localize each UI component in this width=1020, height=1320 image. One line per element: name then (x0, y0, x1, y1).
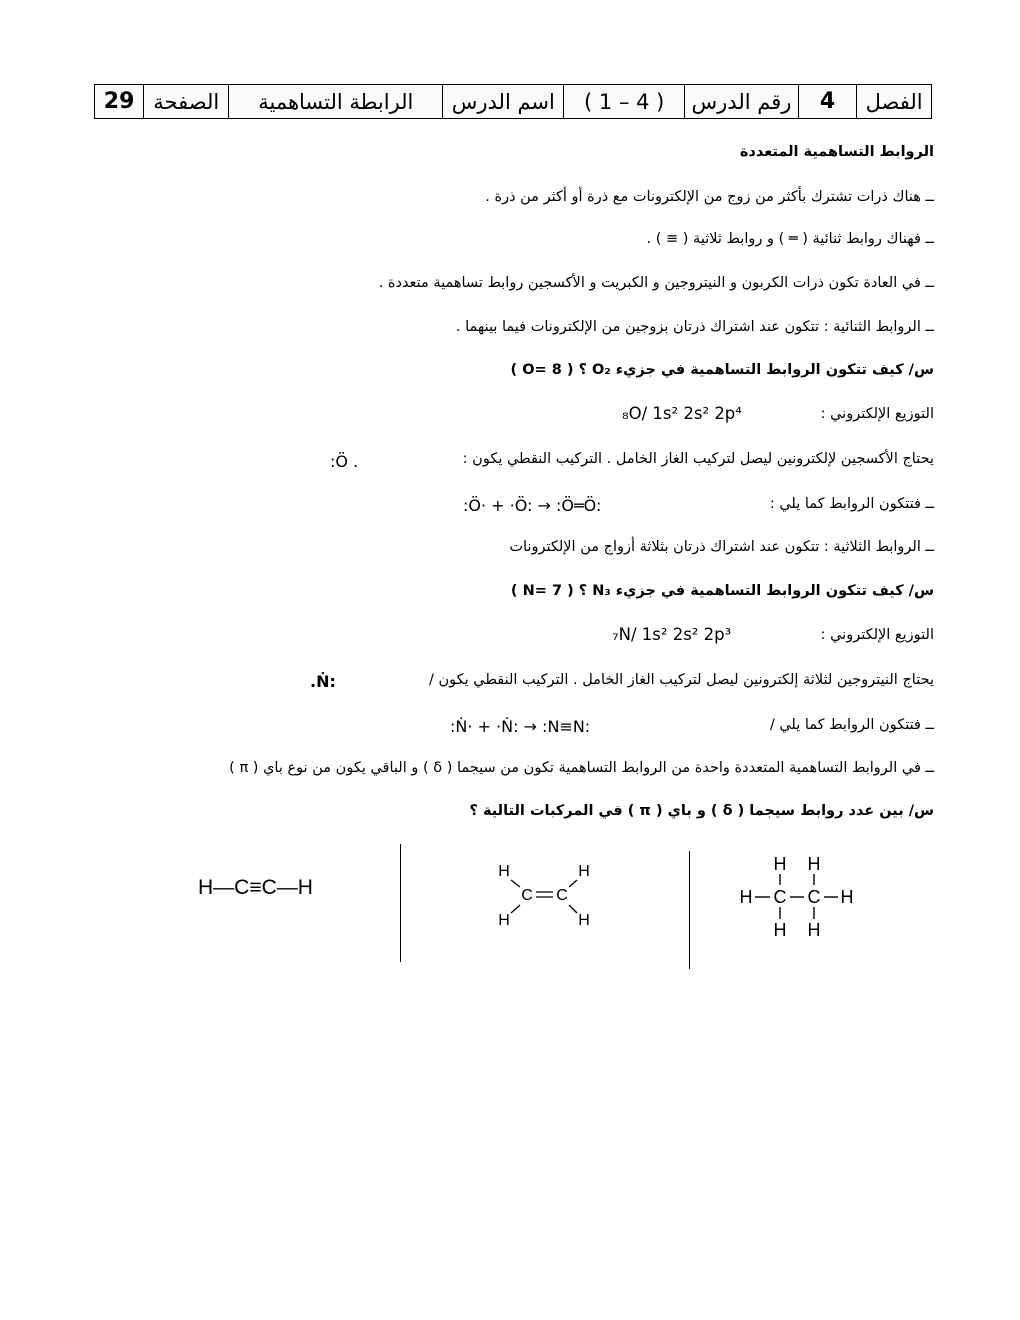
config-label-oxygen: التوزيع الإلكتروني : (820, 406, 934, 422)
ethene-h-bottom-right: H (578, 912, 590, 929)
ethane-h-top-1: H (773, 854, 787, 874)
chapter-number: 4 (798, 85, 856, 119)
ethene-structure (490, 852, 600, 932)
ethane-h-right: H (840, 887, 854, 907)
paragraph-2: ــ فهناك روابط ثنائية ( ═ ) و روابط ثلاثية ( ≡ ) . (646, 231, 934, 247)
ethene-h-bottom-left: H (498, 912, 510, 929)
question-sigma-pi: س/ بين عدد روابط سيجما ( δ ) و باي ( π ) في المركبات التالية ؟ (469, 803, 934, 819)
oxygen-need-text: يحتاج الأكسجين لإلكترونين ليصل لتركيب الغاز الخامل . التركيب النقطي يكون : (462, 451, 934, 467)
nitrogen-need-text: يحتاج النيتروجين لثلاثة إلكترونين ليصل لتركيب الغاز الخامل . التركيب النقطي يكون / (429, 672, 934, 688)
config-label-nitrogen: التوزيع الإلكتروني : (820, 627, 934, 643)
divider-right (689, 851, 690, 969)
chapter-label: الفصل (857, 85, 932, 119)
lesson-name: الرابطة التساهمية (229, 85, 443, 119)
nitrogen-bond-label: ــ فتتكون الروابط كما يلي / (769, 717, 934, 733)
paragraph-4: ــ الروابط الثنائية : تتكون عند اشتراك ذرتان بزوجين من الإلكترونات فيما بينهما . (455, 319, 934, 335)
paragraph-1: ــ هناك ذرات تشترك بأكثر من زوج من الإلكترونات مع ذرة أو أكثر من ذرة . (485, 189, 934, 205)
question-nitrogen: س/ كيف تتكون الروابط التساهمية في جزيء N₃ ؟ ( N= 7 ) (510, 583, 934, 599)
ethane-h-bottom-2: H (807, 920, 821, 940)
ethene-c-right: C (556, 887, 568, 904)
question-oxygen: س/ كيف تتكون الروابط التساهمية في جزيء O₂ ؟ ( O= 8 ) (510, 362, 934, 378)
ethane-h-left: H (739, 887, 753, 907)
divider-left (400, 844, 401, 962)
nitrogen-reaction: :Ṅ· + ·Ṅ: → :N≡N: (450, 717, 591, 736)
ethyne-structure: H—C≡C—H (198, 876, 313, 899)
ethane-c-2: C (807, 887, 821, 907)
nitrogen-lewis-symbol: .Ṅ: (310, 672, 336, 691)
page-number: 29 (95, 85, 144, 119)
lesson-name-label: اسم الدرس (443, 85, 564, 119)
lesson-number-label: رقم الدرس (685, 85, 799, 119)
ethane-structure (730, 850, 860, 942)
ethane-h-top-2: H (807, 854, 821, 874)
paragraph-5: ــ الروابط الثلاثية : تتكون عند اشتراك ذرتان بثلاثة أزواج من الإلكترونات (509, 539, 934, 555)
ethane-h-bottom-1: H (773, 920, 787, 940)
section-title: الروابط التساهمية المتعددة (739, 144, 934, 160)
ethene-c-left: C (521, 887, 533, 904)
ethane-c-1: C (773, 887, 787, 907)
oxygen-reaction: :Ö· + ·Ö: → :Ö═Ö: (463, 496, 602, 515)
lesson-id: ( 1 – 4 ) (564, 85, 685, 119)
oxygen-bond-label: ــ فتتكون الروابط كما يلي : (769, 496, 934, 512)
page-label: الصفحة (144, 85, 229, 119)
lesson-header-table (94, 84, 932, 119)
paragraph-3: ــ في العادة تكون ذرات الكربون و النيتروجين و الكبريت و الأكسجين روابط تساهمية متعددة . (378, 275, 934, 291)
paragraph-6: ــ في الروابط التساهمية المتعددة واحدة من الروابط التساهمية تكون من سيجما ( δ ) و الباقي يكون من نوع باي ( π ) (229, 760, 934, 776)
config-nitrogen: ₇N/ 1s² 2s² 2p³ (612, 625, 732, 644)
ethene-h-top-right: H (578, 863, 590, 880)
config-oxygen: ₈O/ 1s² 2s² 2p⁴ (622, 404, 742, 423)
ethene-h-top-left: H (498, 863, 510, 880)
oxygen-lewis-symbol: :Ö . (330, 452, 359, 471)
